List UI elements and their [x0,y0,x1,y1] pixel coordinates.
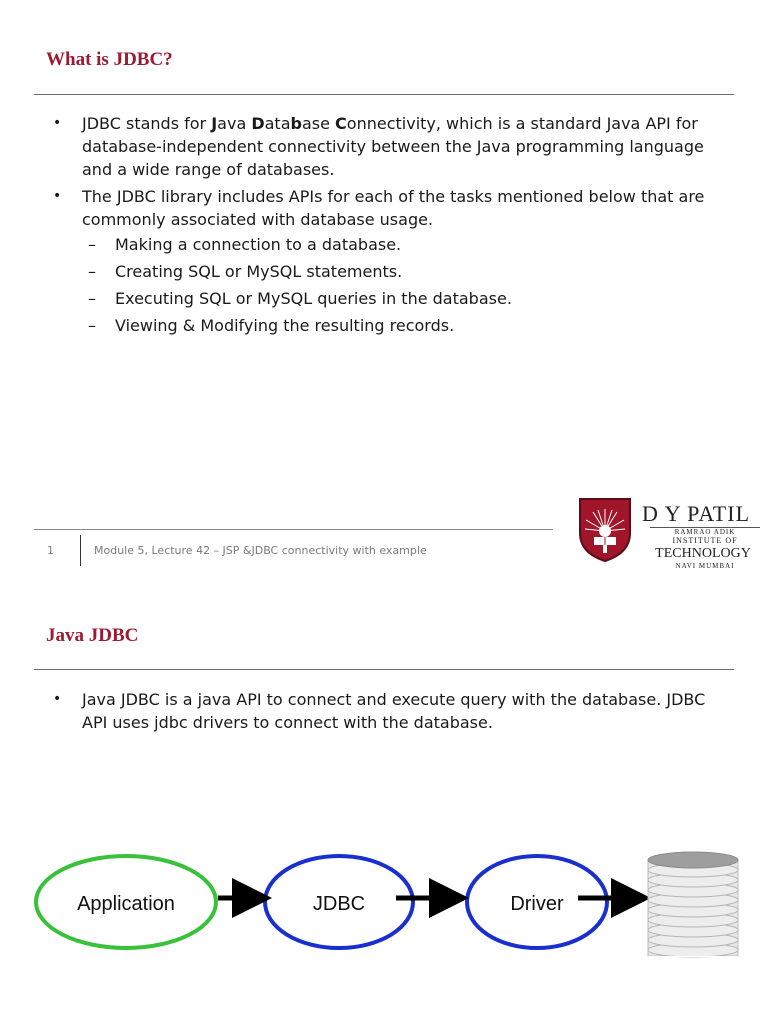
footer-rule [34,529,553,530]
driver-label: Driver [510,893,564,915]
footer-text: Module 5, Lecture 42 – JSP &JDBC connectivity with example [94,544,427,557]
page-number: 1 [47,544,54,557]
list-item: – Executing SQL or MySQL queries in the database. [88,289,512,308]
logo-line-1: RAMRAO ADIK [674,528,736,536]
institute-logo [578,495,764,573]
logo-name: D Y PATIL [642,501,751,526]
jdbc-label: JDBC [312,893,366,915]
sub-list [88,231,728,339]
list-item: – Creating SQL or MySQL statements. [88,262,403,281]
shield-emblem-icon [578,495,632,563]
bullet-jdbc-library: The JDBC library includes APIs for each of the tasks mentioned below that are commonly associated with database usage. [82,187,705,229]
logo-line-2: INSTITUTE OF [672,536,738,545]
bullet-jdbc-definition: JDBC stands for Java Database Connectivity, which is a standard Java API for database-independent connectivity between the Java programming language and a wide range of databases. [82,114,704,179]
jdbc-architecture-diagram [0,840,768,970]
slide2-title-rule [34,669,734,670]
logo-line-4: NAVI MUMBAI [675,562,735,570]
slide1-title-rule [34,94,734,95]
logo-line-3: TECHNOLOGY [655,546,751,561]
bullet-marker: • [53,691,62,707]
database-icon [648,852,738,957]
list-item: – Viewing & Modifying the resulting records. [88,316,455,335]
bullet-marker: • [53,115,62,131]
bullet-java-jdbc: Java JDBC is a java API to connect and execute query with the database. JDBC API uses jdbc drivers to connect with the database. [82,690,706,732]
bullet-marker: • [53,188,62,204]
application-label: Application [77,893,175,915]
footer-divider [80,535,81,566]
slide1-title: What is JDBC? [46,49,173,70]
slide2-title: Java JDBC [46,625,139,646]
list-item: – Making a connection to a database. [88,235,402,254]
